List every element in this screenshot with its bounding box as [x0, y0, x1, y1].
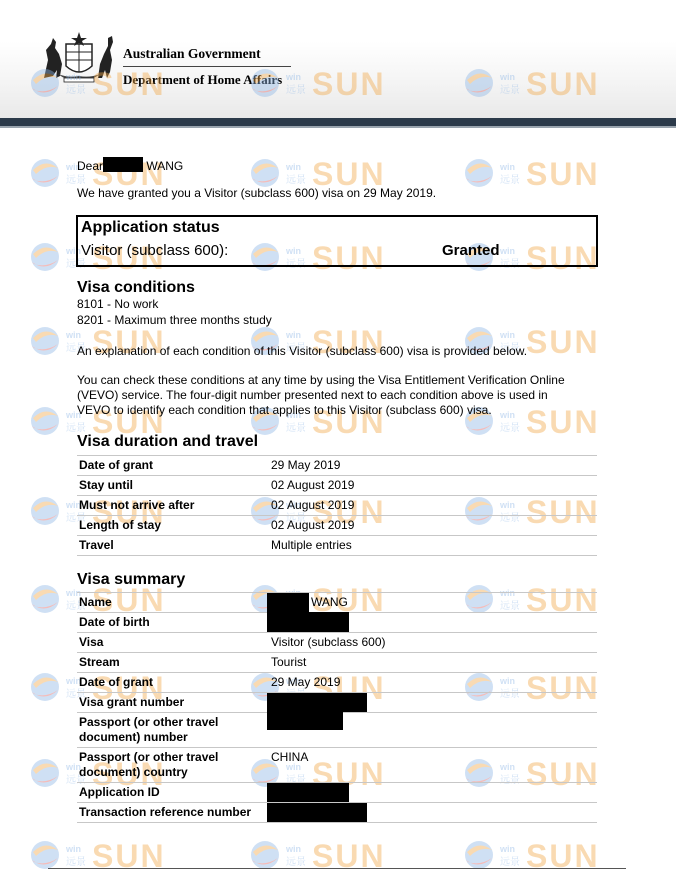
condition-item: 8101 - No work	[77, 297, 159, 311]
table-row	[77, 456, 597, 476]
row-value: Multiple entries	[271, 538, 352, 552]
application-status-title: Application status	[81, 219, 220, 236]
row-label: Application ID	[79, 785, 160, 799]
row-value: 02 August 2019	[271, 498, 355, 512]
redacted-given-name	[267, 593, 309, 612]
row-label: Passport (or other travel document) country	[79, 750, 219, 779]
visa-summary-title: Visa summary	[77, 571, 186, 588]
agency-line-2: Department of Home Affairs	[123, 72, 283, 87]
grant-sentence: We have granted you a Visitor (subclass 600) visa on 29 May 2019.	[77, 186, 437, 200]
row-value: WANG	[311, 595, 348, 609]
table-row	[77, 673, 597, 693]
application-status-box	[76, 215, 598, 267]
row-value: 02 August 2019	[271, 518, 355, 532]
redacted-given-name	[103, 157, 143, 172]
table-row	[77, 476, 597, 496]
salutation-prefix: Dear	[77, 159, 104, 173]
table-row	[77, 593, 597, 613]
row-value: CHINA	[271, 750, 309, 764]
redacted-passport-number	[267, 712, 343, 730]
row-label: Length of stay	[79, 518, 162, 532]
application-status-value: Granted	[442, 242, 500, 259]
vevo-line: You can check these conditions at any time by using the Visa Entitlement Verification Online	[77, 373, 565, 387]
condition-item: 8201 - Maximum three months study	[77, 313, 272, 327]
row-label: Travel	[79, 538, 114, 552]
redacted-application-id	[267, 783, 349, 802]
redacted-visa-grant-number	[267, 693, 367, 712]
visa-duration-table	[77, 455, 597, 556]
row-label: Date of grant	[79, 458, 154, 472]
row-label: Name	[79, 595, 112, 609]
footer-divider	[48, 868, 626, 869]
table-row	[77, 536, 597, 556]
vevo-paragraph	[77, 373, 617, 418]
redacted-date-of-birth	[267, 612, 349, 632]
row-value: 02 August 2019	[271, 478, 355, 492]
table-row	[77, 653, 597, 673]
row-label: Visa	[79, 635, 104, 649]
vevo-line: (VEVO) service. The four-digit number presented next to each condition above is used in	[77, 388, 548, 402]
agency-line-1: Australian Government	[123, 46, 261, 61]
row-label: Passport (or other travel document) number	[79, 715, 219, 744]
table-row	[77, 713, 597, 748]
table-row	[77, 613, 597, 633]
row-value: 29 May 2019	[271, 458, 341, 472]
table-row	[77, 783, 597, 803]
row-label: Visa grant number	[79, 695, 185, 709]
row-label: Transaction reference number	[79, 805, 252, 819]
table-row	[77, 693, 597, 713]
row-label: Date of grant	[79, 675, 154, 689]
table-row	[77, 633, 597, 653]
salutation	[77, 157, 617, 174]
table-row	[77, 516, 597, 536]
vevo-line: VEVO to identify each condition that applies to this Visitor (subclass 600) visa.	[77, 403, 492, 417]
row-label: Stream	[79, 655, 120, 669]
row-label: Stay until	[79, 478, 134, 492]
visa-conditions-title: Visa conditions	[77, 279, 195, 296]
salutation-surname: WANG	[146, 159, 184, 173]
visa-duration-title: Visa duration and travel	[77, 433, 259, 450]
row-value: Visitor (subclass 600)	[271, 635, 386, 649]
redacted-transaction-reference	[267, 803, 367, 822]
row-value: 29 May 2019	[271, 675, 341, 689]
application-status-label: Visitor (subclass 600):	[81, 242, 229, 259]
row-value: Tourist	[271, 655, 307, 669]
conditions-explanation: An explanation of each condition of this Visitor (subclass 600) visa is provided below.	[77, 344, 528, 358]
row-label: Must not arrive after	[79, 498, 195, 512]
table-row	[77, 496, 597, 516]
visa-summary-table	[77, 592, 597, 823]
row-label: Date of birth	[79, 615, 150, 629]
table-row	[77, 748, 597, 783]
table-row	[77, 803, 597, 823]
